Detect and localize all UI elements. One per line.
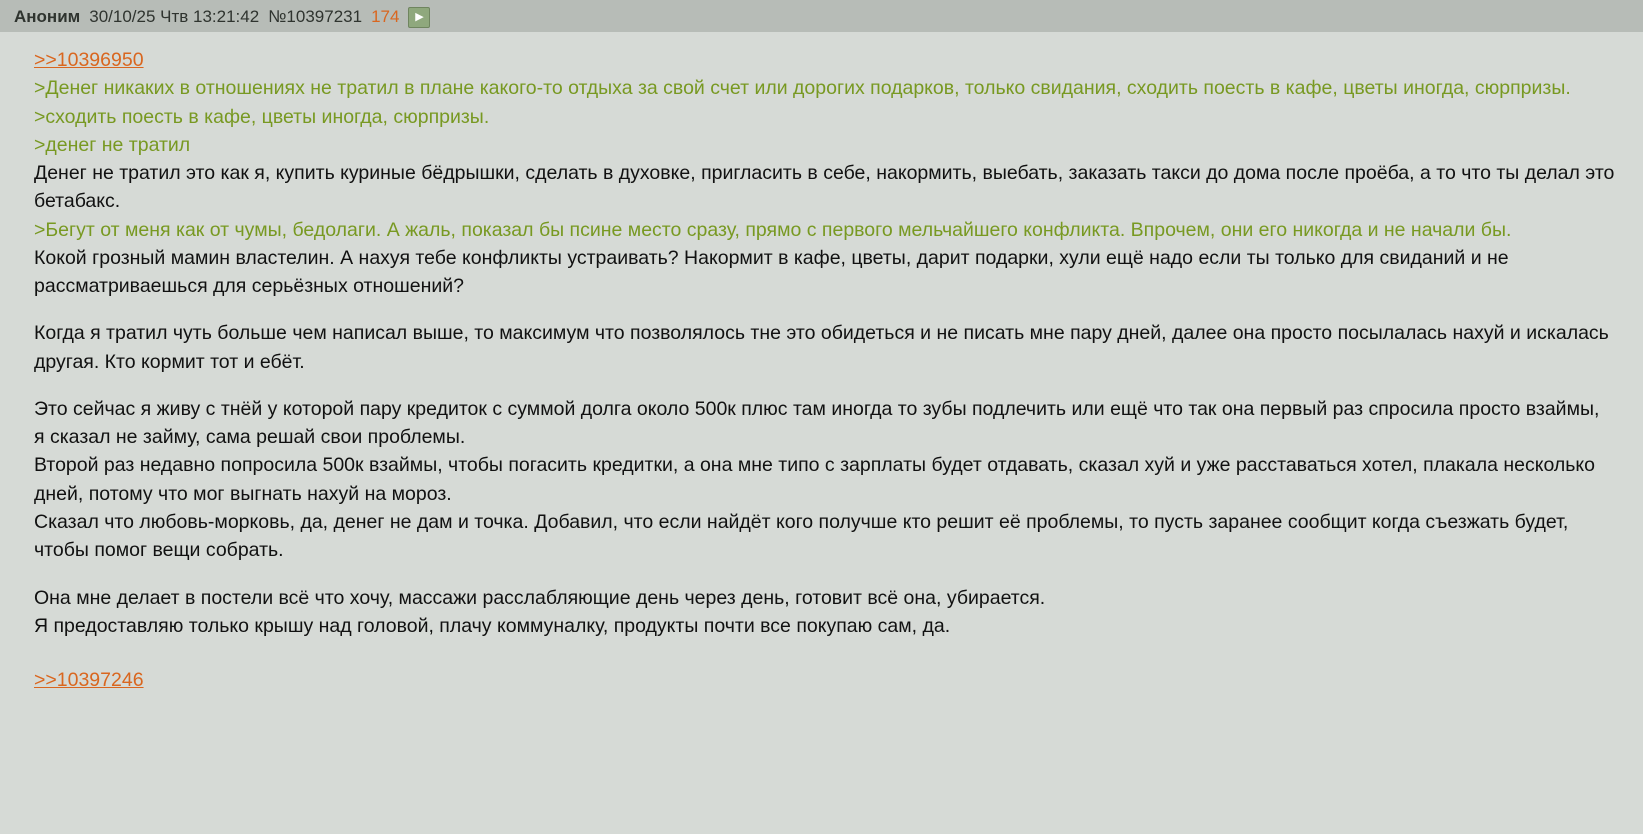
post-blank-line (34, 376, 1615, 395)
post-line: Кокой грозный мамин властелин. А нахуя тебе конфликты устраивать? Накормит в кафе, цветы, дарит подарки, хули ещё надо если ты только для свиданий и не рассматриваешься для серьёзных отношений? (34, 246, 1509, 298)
post-line: >денег не тратил (34, 133, 191, 156)
post-line: >сходить поесть в кафе, цветы иногда, сюрпризы. (34, 105, 490, 128)
post-line: Она мне делает в постели всё что хочу, массажи расслабляющие день через день, готовит всё она, убирается. (34, 586, 1046, 609)
reply-to-link-line (34, 46, 1615, 74)
post-header (0, 0, 1643, 32)
post-line: >Бегут от меня как от чумы, бедолаги. А жаль, показал бы псине место сразу, прямо с первого мельчайшего конфликта. Впрочем, они его никогда и не начали бы. (34, 218, 1512, 241)
post-line: Денег не тратил это как я, купить куриные бёдрышки, сделать в духовке, пригласить в себе, накормить, выебать, заказать такси до дома после проёба, а то что ты делал это бетабакс. (34, 162, 1615, 213)
quote-link[interactable]: >>10396950 (34, 49, 144, 71)
post-date: 30/10/25 Чтв 13:21:42 (89, 7, 260, 26)
quote-link-reply[interactable]: >>10397246 (34, 669, 144, 692)
post-line: Когда я тратил чуть больше чем написал выше, то максимум что позволялось тне это обидеться и не писать мне пару дней, далее она просто посылалась нахуй и искалась другая. Кто кормит тот и ебёт. (34, 322, 1609, 373)
post-number[interactable]: №10397231 (268, 7, 363, 26)
footer-reply-link-row (0, 669, 1643, 704)
post-line: >Денег никаких в отношениях не тратил в плане какого-то отдыха за свой счет или дорогих подарков, только свидания, сходить поесть в кафе, цветы иногда, сюрпризы. (34, 77, 1571, 100)
post-blank-line (34, 300, 1615, 319)
post-line: Второй раз недавно попросила 500к взаймы, чтобы погасить кредитки, а она мне типо с зарплаты будет отдавать, сказал хуй и уже расставаться хотел, плакала несколько дней, потому что мог выгнать нахуй на мороз. (34, 454, 1596, 505)
post-blank-line (34, 565, 1615, 584)
reply-count[interactable]: 174 (371, 7, 400, 26)
post-line: Я предоставляю только крышу над головой, плачу коммуналку, продукты почти все покупаю сам, да. (34, 614, 951, 637)
post-body (0, 32, 1643, 669)
play-triangle-icon[interactable]: ▶ (408, 7, 430, 28)
post-line: Сказал что любовь-морковь, да, денег не дам и точка. Добавил, что если найдёт кого получше кто решит её проблемы, то пусть заранее сообщит когда съезжать будет, чтобы помог вещи собрать. (34, 510, 1569, 562)
post-blank-line (34, 640, 1615, 659)
poster-name: Аноним (14, 7, 81, 26)
post-line: Это сейчас я живу с тнёй у которой пару кредиток с суммой долга около 500к плюс там иногда то зубы подлечить или ещё что так она первый раз спросила просто взаймы, я сказал не займу, сама решай свои проблемы. (34, 397, 1600, 449)
